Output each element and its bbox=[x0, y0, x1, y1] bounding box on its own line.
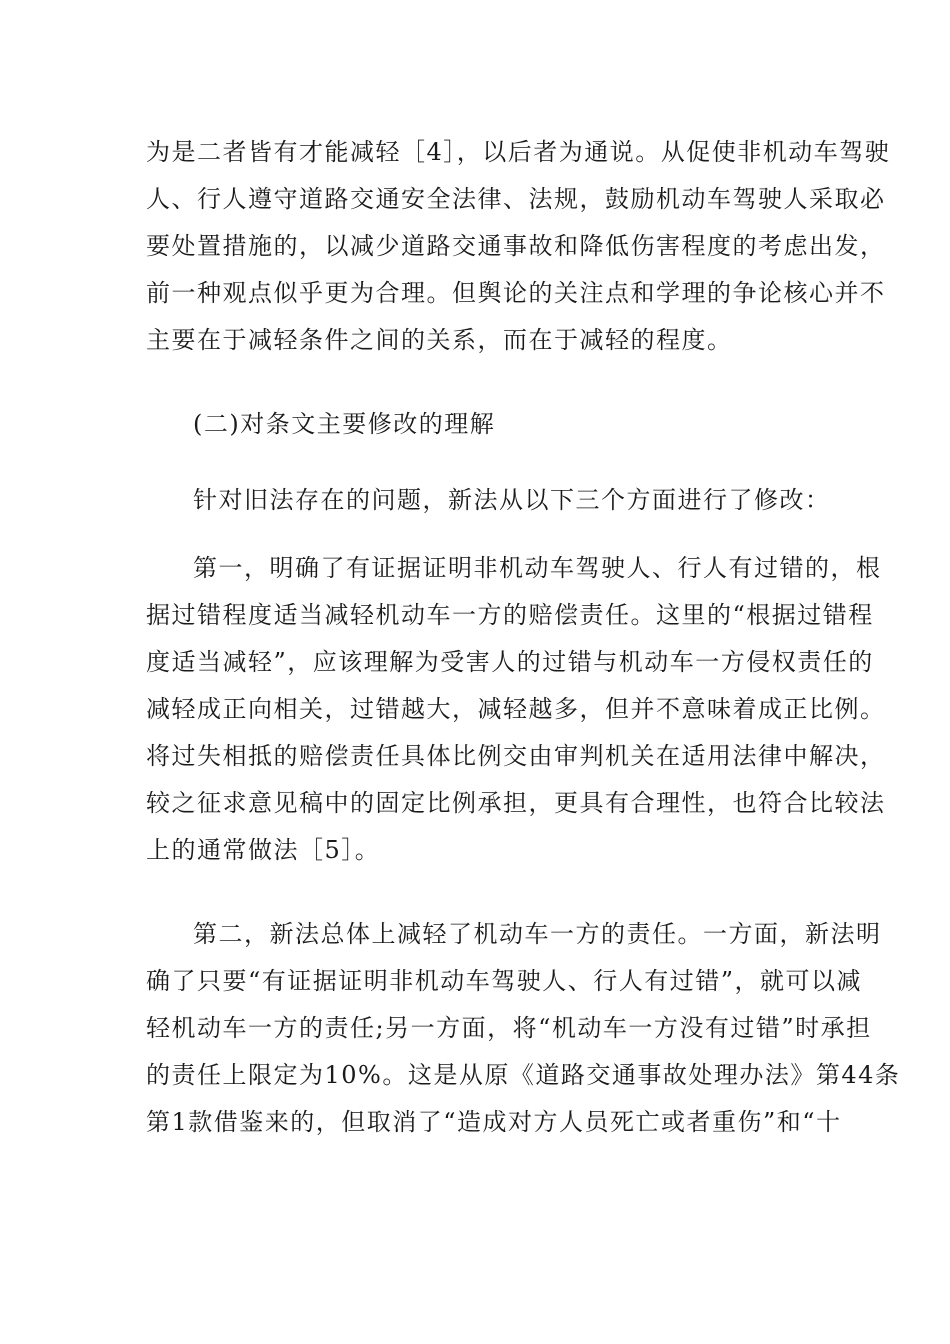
paragraph-4-line-7: 上的通常做法［5］。 bbox=[146, 836, 381, 864]
paragraph-1-line-2: 人、行人遵守道路交通安全法律、法规，鼓励机动车驾驶人采取必 bbox=[146, 185, 886, 213]
paragraph-5-line-5: 第1款借鉴来的，但取消了“造成对方人员死亡或者重伤”和“十 bbox=[146, 1108, 842, 1136]
paragraph-1-line-5: 主要在于减轻条件之间的关系，而在于减轻的程度。 bbox=[146, 326, 733, 354]
paragraph-1-line-1: 为是二者皆有才能减轻［4］，以后者为通说。从促使非机动车驾驶 bbox=[146, 138, 891, 166]
paragraph-4-line-5: 将过失相抵的赔偿责任具体比例交由审判机关在适用法律中解决， bbox=[146, 742, 886, 770]
paragraph-4-line-6: 较之征求意见稿中的固定比例承担，更具有合理性，也符合比较法 bbox=[146, 789, 886, 817]
paragraph-5-line-3: 轻机动车一方的责任;另一方面，将“机动车一方没有过错”时承担 bbox=[146, 1014, 872, 1042]
paragraph-5-line-1: 第二，新法总体上减轻了机动车一方的责任。一方面，新法明 bbox=[193, 920, 882, 948]
paragraph-3-line-1: 针对旧法存在的问题，新法从以下三个方面进行了修改： bbox=[193, 486, 831, 514]
paragraph-4-line-4: 减轻成正向相关，过错越大，减轻越多，但并不意味着成正比例。 bbox=[146, 695, 886, 723]
paragraph-5-line-2: 确了只要“有证据证明非机动车驾驶人、行人有过错”，就可以减 bbox=[146, 967, 863, 995]
paragraph-4-line-2: 据过错程度适当减轻机动车一方的赔偿责任。这里的“根据过错程 bbox=[146, 601, 874, 629]
paragraph-1-line-4: 前一种观点似乎更为合理。但舆论的关注点和学理的争论核心并不 bbox=[146, 279, 886, 307]
paragraph-4-line-3: 度适当减轻”，应该理解为受害人的过错与机动车一方侵权责任的 bbox=[146, 648, 874, 676]
paragraph-1-line-3: 要处置措施的，以减少道路交通事故和降低伤害程度的考虑出发， bbox=[146, 232, 886, 260]
paragraph-5-line-4: 的责任上限定为10%。这是从原《道路交通事故处理办法》第44条 bbox=[146, 1061, 901, 1089]
paragraph-4-line-1: 第一，明确了有证据证明非机动车驾驶人、行人有过错的，根 bbox=[193, 554, 882, 582]
section-heading: (二)对条文主要修改的理解 bbox=[193, 410, 496, 438]
